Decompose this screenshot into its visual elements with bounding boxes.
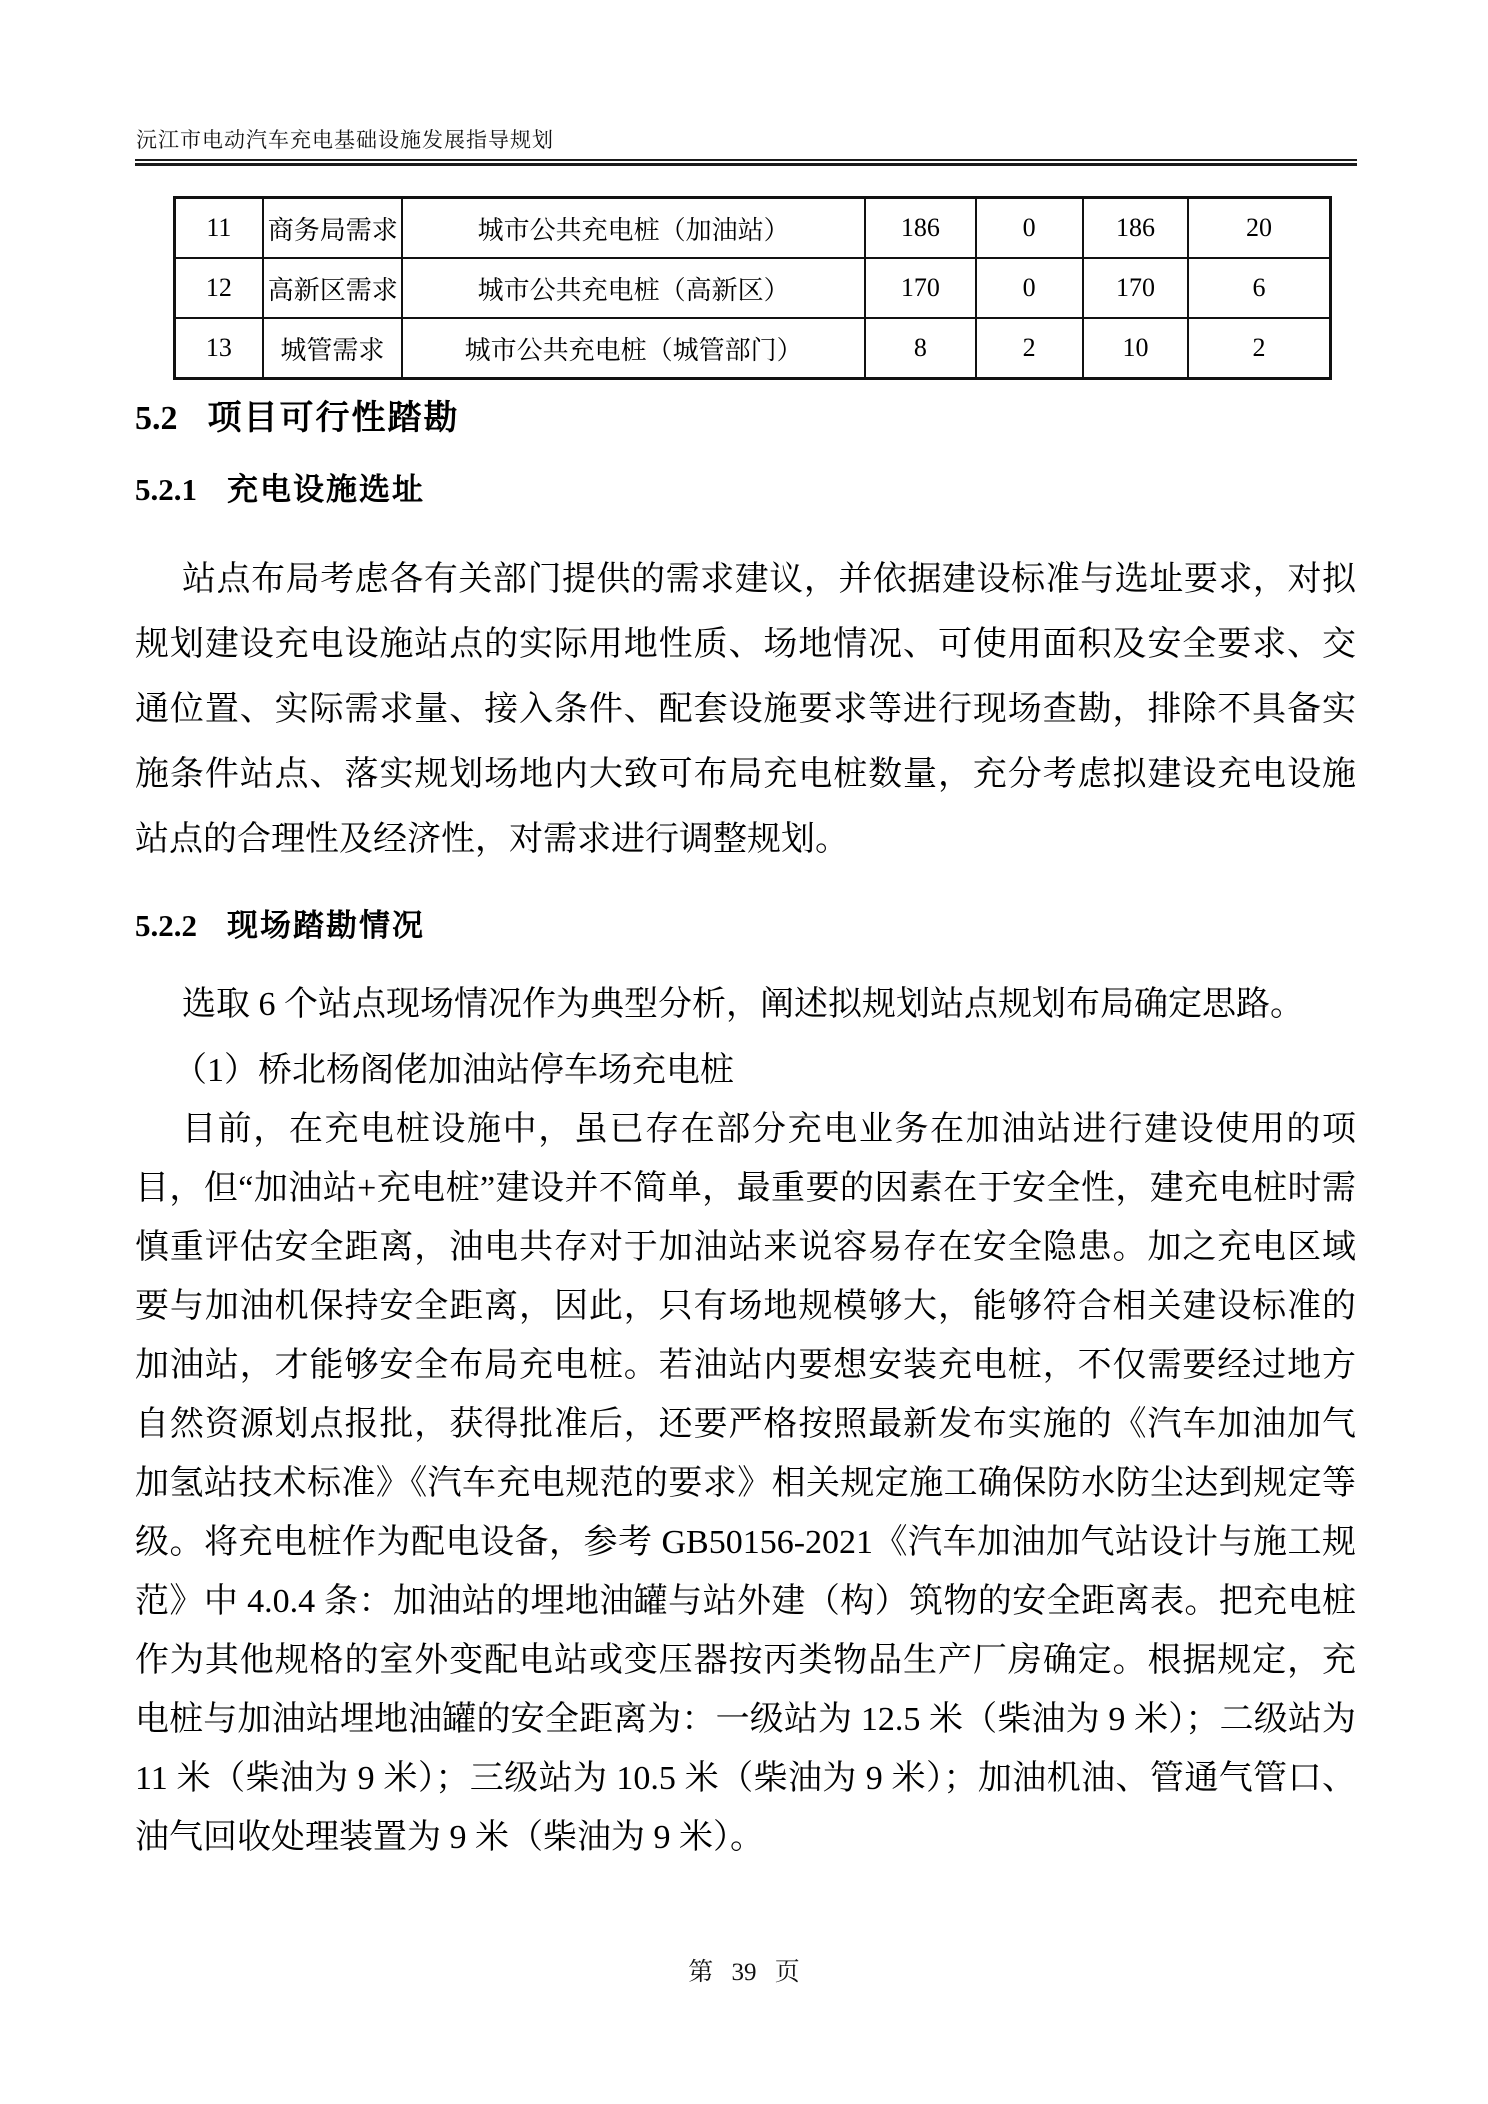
paragraph-item1-title: （1）桥北杨阁佬加油站停车场充电桩 [173, 1052, 734, 1089]
table-cell: 高新区需求 [263, 258, 402, 318]
page-number-footer: 第 39 页 [688, 1959, 800, 1986]
table-cell: 城管需求 [263, 318, 402, 379]
table-cell: 8 [865, 318, 975, 379]
table-row [175, 258, 1331, 318]
table-cell: 170 [865, 258, 975, 318]
table-row [175, 198, 1331, 259]
section-number: 5.2.1 [135, 472, 197, 507]
table-cell: 10 [1083, 318, 1188, 379]
table-cell: 0 [976, 198, 1083, 259]
section-heading-5-2-1 [135, 464, 425, 509]
table-cell: 11 [175, 198, 263, 259]
running-header-title: 沅江市电动汽车充电基础设施发展指导规划 [136, 128, 554, 152]
section-heading-5-2 [135, 390, 460, 439]
table-cell: 2 [1188, 318, 1330, 379]
section-title: 充电设施选址 [227, 472, 425, 507]
table-cell: 城市公共充电桩（加油站） [402, 198, 865, 259]
table-row [175, 318, 1331, 379]
table-cell: 20 [1188, 198, 1330, 259]
section-number: 5.2.2 [135, 908, 197, 943]
table-cell: 186 [865, 198, 975, 259]
table-cell: 13 [175, 318, 263, 379]
section-heading-5-2-2 [135, 900, 425, 945]
table-cell: 12 [175, 258, 263, 318]
table-cell: 城市公共充电桩（城管部门） [402, 318, 865, 379]
table-cell: 商务局需求 [263, 198, 402, 259]
paragraph-survey-intro: 选取 6 个站点现场情况作为典型分析，阐述拟规划站点规划布局确定思路。 [182, 986, 1304, 1023]
table-cell: 0 [976, 258, 1083, 318]
section-number: 5.2 [135, 400, 178, 437]
table-cell: 城市公共充电桩（高新区） [402, 258, 865, 318]
table-cell: 2 [976, 318, 1083, 379]
section-title: 项目可行性踏勘 [207, 399, 460, 437]
charging-demand-table [173, 196, 1332, 380]
paragraph-site-selection: 站点布局考虑各有关部门提供的需求建议，并依据建设标准与选址要求，对拟规划建设充电设施站点的实际用地性质、场地情况、可使用面积及安全要求、交通位置、实际需求量、接入条件、配套设施要求等进行现场查勘，排除不具备实施条件站点、落实规划场地内大致可布局充电桩数量，充分考虑拟建设充电设施站点的合理性及经济性，对需求进行调整规划。 [135, 561, 1356, 858]
section-title: 现场踏勘情况 [227, 908, 425, 943]
table-cell: 6 [1188, 258, 1330, 318]
table-cell: 170 [1083, 258, 1188, 318]
header-divider-rule [135, 159, 1357, 166]
paragraph-item1-body: 目前，在充电桩设施中，虽已存在部分充电业务在加油站进行建设使用的项目，但“加油站+充电桩”建设并不简单，最重要的因素在于安全性，建充电桩时需慎重评估安全距离，油电共存对于加油站来说容易存在安全隐患。加之充电区域要与加油机保持安全距离，因此，只有场地规模够大，能够符合相关建设标准的加油站，才能够安全布局充电桩。若油站内要想安装充电桩，不仅需要经过地方自然资源划点报批，获得批准后，还要严格按照最新发布实施的《汽车加油加气加氢站技术标准》《汽车充电规范的要求》相关规定施工确保防水防尘达到规定等级。将充电桩作为配电设备，参考 GB50156-2021《汽车加油加气站设计与施工规范》中 4.0.4 条：加油站的埋地油罐与站外建（构）筑物的安全距离表。把充电桩作为其他规格的室外变配电站或变压器按丙类物品生产厂房确定。根据规定，充电桩与加油站埋地油罐的安全距离为：一级站为 12.5 米（柴油为 9 米）；二级站为 11 米（柴油为 9 米）；三级站为 10.5 米（柴油为 9 米）；加油机油、管通气管口、油气回收处理装置为 9 米（柴油为 9 米）。 [135, 1111, 1356, 1856]
table-cell: 186 [1083, 198, 1188, 259]
